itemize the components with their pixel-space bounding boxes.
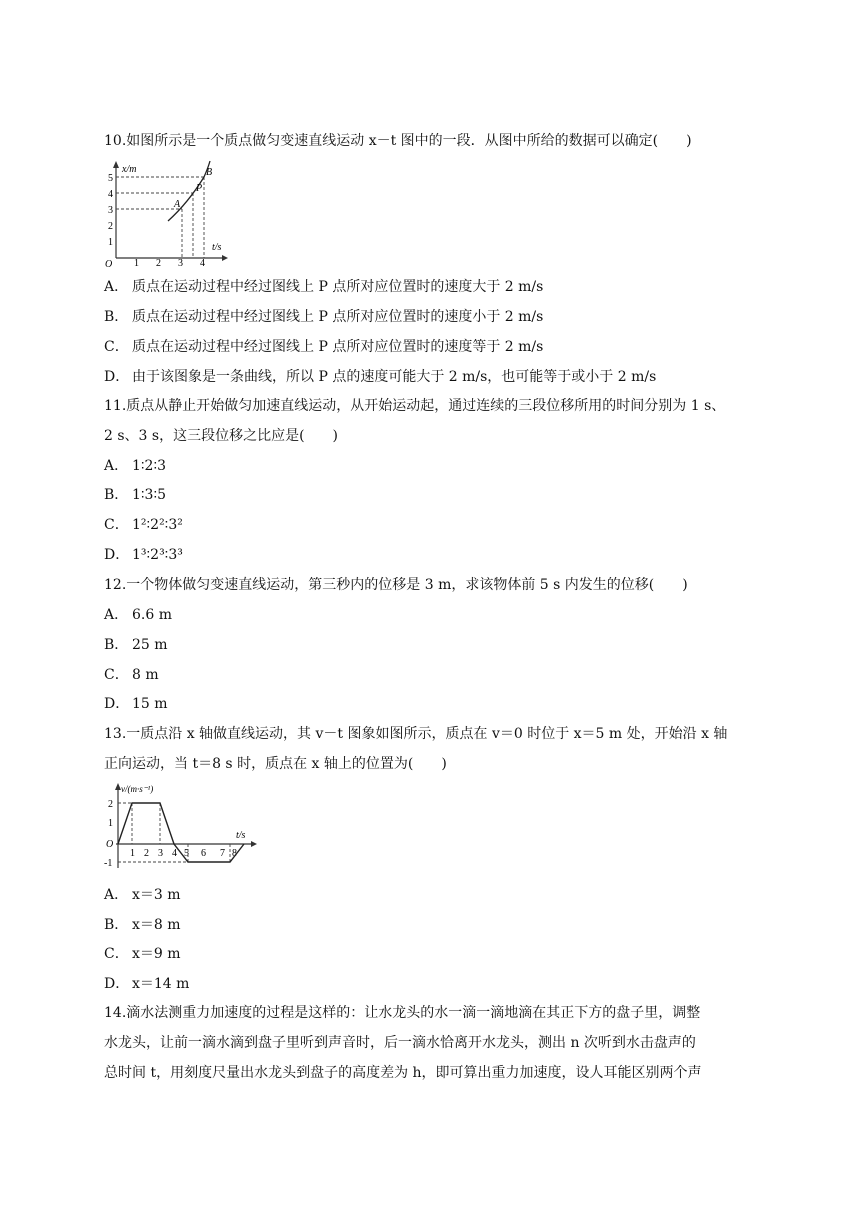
q13-option-c[interactable]: [104, 945, 181, 963]
option-text: x＝9 m: [132, 946, 181, 962]
option-text: 1∶2∶3: [132, 458, 167, 474]
option-text: 6.6 m: [132, 607, 172, 623]
q13-option-d[interactable]: [104, 975, 189, 993]
option-label: B．: [104, 309, 129, 325]
q10-point-p: P: [196, 183, 203, 194]
q11-option-c[interactable]: [104, 516, 183, 534]
q13-xtick: 5: [184, 848, 189, 859]
q11-option-b[interactable]: [104, 486, 166, 504]
option-label: B．: [104, 637, 129, 653]
q11-option-a[interactable]: [104, 457, 166, 475]
option-text: 由于该图象是一条曲线，所以 P 点的速度可能大于 2 m/s，也可能等于或小于 2 m/s: [132, 369, 657, 385]
q12-option-a[interactable]: [104, 606, 172, 624]
q10-point-a: A: [174, 199, 181, 210]
q11-option-d[interactable]: [104, 546, 183, 564]
q13-xtick: 6: [201, 848, 206, 859]
q14-stem-line-3: 总时间 t，用刻度尺量出水龙头到盘子的高度差为 h，即可算出重力加速度，设人耳能区别两个声: [104, 1065, 702, 1081]
option-text: 质点在运动过程中经过图线上 P 点所对应位置时的速度小于 2 m/s: [132, 309, 544, 325]
q14-stem-line-1: 14.滴水法测重力加速度的过程是这样的：让水龙头的水一滴一滴地滴在其正下方的盘子里，调整: [104, 1005, 701, 1021]
option-text: x＝3 m: [132, 887, 181, 903]
q11-stem-line-2: 2 s、3 s，这三段位移之比应是( ): [104, 428, 339, 444]
q13-ylabel: v/(m·s⁻¹): [121, 784, 154, 794]
q10-xtick: 4: [200, 258, 205, 268]
q10-origin: O: [105, 259, 113, 268]
option-label: A．: [104, 607, 129, 623]
q13-xlabel: t/s: [236, 830, 246, 841]
q14-stem-line-2: 水龙头，让前一滴水滴到盘子里听到声音时，后一滴水恰离开水龙头，测出 n 次听到水击盘声的: [104, 1035, 696, 1051]
option-label: C．: [104, 667, 129, 683]
q10-option-b[interactable]: [104, 308, 543, 326]
option-label: A．: [104, 887, 129, 903]
q10-xt-graph: [100, 158, 235, 268]
option-text: x＝8 m: [132, 917, 181, 933]
option-text: 质点在运动过程中经过图线上 P 点所对应位置时的速度等于 2 m/s: [132, 339, 544, 355]
option-text: 25 m: [132, 637, 168, 653]
option-label: A．: [104, 279, 129, 295]
q12-option-d[interactable]: [104, 695, 168, 713]
q13-option-b[interactable]: [104, 916, 181, 934]
q10-xlabel: t/s: [212, 242, 222, 253]
q13-stem-line-2: 正向运动，当 t＝8 s 时，质点在 x 轴上的位置为( ): [104, 756, 447, 772]
q13-stem-line-1: 13.一质点沿 x 轴做直线运动，其 v－t 图象如图所示，质点在 v＝0 时位于 x＝5 m 处，开始沿 x 轴: [104, 726, 728, 742]
q10-stem: 10.如图所示是一个质点做匀变速直线运动 x－t 图中的一段．从图中所给的数据可以确定( ): [104, 133, 692, 149]
option-label: D．: [104, 369, 130, 385]
q10-ylabel: x/m: [122, 164, 137, 175]
q13-xtick: 8: [232, 848, 237, 859]
q10-option-c[interactable]: [104, 338, 543, 356]
q10-point-b: B: [206, 167, 213, 178]
option-text: x＝14 m: [132, 976, 190, 992]
option-label: C．: [104, 517, 129, 533]
q10-xtick: 2: [156, 258, 161, 268]
q13-xtick: 4: [172, 848, 177, 859]
q13-xtick: 2: [144, 848, 149, 859]
q10-ytick: 5: [108, 173, 113, 184]
option-text: 1³∶2³∶3³: [132, 547, 183, 563]
q10-ytick: 2: [108, 221, 113, 232]
q13-ytick: -1: [104, 858, 113, 869]
q13-origin: O: [106, 839, 114, 850]
q13-xtick: 3: [158, 848, 163, 859]
q10-xtick: 1: [134, 258, 139, 268]
option-label: D．: [104, 976, 130, 992]
q12-option-b[interactable]: [104, 636, 168, 654]
q11-stem-line-1: 11.质点从静止开始做匀加速直线运动，从开始运动起，通过连续的三段位移所用的时间分别为 1 s、: [104, 398, 726, 414]
q13-ytick: 1: [108, 818, 113, 829]
option-text: 8 m: [132, 667, 159, 683]
q12-option-c[interactable]: [104, 666, 159, 684]
option-text: 1∶3∶5: [132, 487, 167, 503]
option-text: 15 m: [132, 696, 168, 712]
option-text: 1²∶2²∶3²: [132, 517, 183, 533]
option-label: D．: [104, 547, 130, 563]
q13-vt-graph: [104, 780, 264, 872]
q10-ytick: 3: [108, 205, 113, 216]
option-label: C．: [104, 339, 129, 355]
q10-option-d[interactable]: [104, 368, 656, 386]
option-label: B．: [104, 487, 129, 503]
q10-ytick: 1: [108, 237, 113, 248]
q10-xtick: 3: [178, 258, 183, 268]
q12-stem: 12.一个物体做匀变速直线运动，第三秒内的位移是 3 m，求该物体前 5 s 内发生的位移( ): [104, 577, 688, 593]
option-text: 质点在运动过程中经过图线上 P 点所对应位置时的速度大于 2 m/s: [132, 279, 544, 295]
q10-option-a[interactable]: [104, 278, 543, 296]
option-label: B．: [104, 917, 129, 933]
q13-xtick: 1: [130, 848, 135, 859]
q13-ytick: 2: [108, 799, 113, 810]
q13-xtick: 7: [220, 848, 225, 859]
q10-ytick: 4: [108, 189, 113, 200]
q13-option-a[interactable]: [104, 886, 181, 904]
option-label: C．: [104, 946, 129, 962]
option-label: D．: [104, 696, 130, 712]
option-label: A．: [104, 458, 129, 474]
